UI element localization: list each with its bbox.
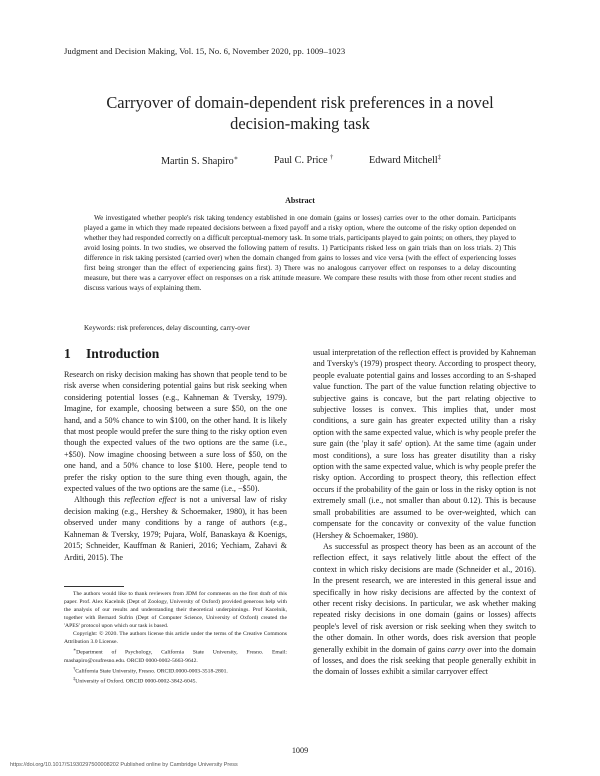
paragraph: Research on risky decision making has shown that people tend to be risk averse when considering potential gains but risk seeking when considering potential losses (e.g., Kahneman & Tversky, 1979). Imagine, for example, choosing between a sure $50, on the one hand, and a 50% chance to win $100, on the other hand. It is likely that most people would prefer the sure thing to the risky option even though the expected values of the two options are the same (i.e., +$50). Now imagine choosing between a sure loss of $50, on the one hand, and a 50% chance to lose $100. Here, people tend to prefer the risky option to the sure thing even though, again, the expected values of the two options are the same (i.e., −$50). [64,370,287,494]
right-column [313,347,536,678]
footnote-1: ∗Department of Psychology, California State University, Fresno. Email: mashapiro@csufresno.edu. ORCID 0000-0002-5663-9642. [64,647,287,664]
title-line-1: Carryover of domain-dependent risk preferences in a novel [106,93,494,112]
footnote-divider [64,586,124,587]
paragraph: Although this reflection effect is not a universal law of risky decision making (e.g., Hershey & Schoemaker, 1980), it has been observed under many conditions by a range of authors (e.g., Kahneman & Tversky, 1979; Pujara, Wolf, Banaskaya & Koenigs, 2015; Schneider, Kauffman & Ranieri, 2016; Yechiam, Zahavi & Arditi, 2015). The [64,495,287,562]
title-line-2: decision-making task [230,114,370,133]
footnote-2: †California State University, Fresno. ORCID.0000-0003-3518-2801. [73,665,228,675]
author-2: Paul C. Price † [274,154,334,166]
abstract-body: We investigated whether people's risk taking tendency established in one domain (gains or losses) carries over to the other domain. Participants played a game in which they made repeated decisions between a fixed payoff and a risky option, where the outcome of the risky option depended on whether they had responded correctly on a difficult perceptual-memory task. In some trials, participants played to gain points; on others, they played to avoid losing points. In two studies, we observed the following pattern of results. 1) Participants risked less on gain trials than on loss trials. 2) This difference in risk taking persisted (carried over) when the domain changed from gains to losses and vice versa (with the effect of experiencing losses first being stronger than the effect of experiencing gains first). 3) There was no analogous carryover effect on responses to a delay discounting measure, but there was a carryover effect on responses on a risk attitude measure. We compare these results with those from other recent studies and discuss various ways of explaining them. [84,214,516,293]
abstract-heading: Abstract [285,196,315,205]
doi-link[interactable]: https://doi.org/10.1017/S1930297500008202 Published online by Cambridge University Press [10,762,238,768]
author-1: Martin S. Shapiro∗ [161,155,239,167]
paragraph: As successful as prospect theory has been as an account of the reflection effect, it says relatively little about the effect of the context in which risky decisions are made (Schneider et al., 2016). In the present research, we are interested in this general issue and specifically in how risky decisions are affected by the context of other recent risky decisions. In particular, we ask whether making repeated risky decisions in one domain (gains or losses) affects people's level of risk aversion or risk seeking when they switch to the other domain. In other words, does risk aversion that people generally exhibit in the domain of gains carry over into the domain of losses, and does the risk seeking that people generally exhibit in the domain of losses exhibit a similar carryover effect [313,541,536,677]
author-3: Edward Mitchell‡ [369,154,441,166]
paragraph: usual interpretation of the reflection effect is provided by Kahneman and Tversky's (1979) prospect theory. According to prospect theory, people evaluate potential gains and losses according to an S-shaped value function. The part of the value function relating objective to subjective gains is concave, but the part relating objective to subjective losses is convex. This implies that, under most conditions, a sure gain has greater expected utility than a risky option with the same expected value, which is why people prefer the sure gain (the 'play it safe' option). At the same time (again under most conditions), a sure loss has greater disutility than a risky option with the same expected value, which is why people prefer the risky option. According to prospect theory, this reflection effect occurs if the probability of the gain or loss in the risky option is not extremely small (i.e., not smaller than about 0.12). This is because small probabilities are assumed to be over-weighted, which can compensate for the concavity or convexity of the value function (Hershey & Schoemaker, 1980). [313,348,536,540]
paper-title [60,92,540,134]
footnote-3: ‡University of Oxford. ORCID 0000-0002-3842-6045. [73,676,197,685]
copyright-note: Copyright: © 2020. The authors license this article under the terms of the Creative Commons Attribution 3.0 License. [64,631,287,646]
journal-citation: Judgment and Decision Making, Vol. 15, No. 6, November 2020, pp. 1009–1023 [64,46,346,56]
section-heading: 1 Introduction [64,346,160,361]
left-column [64,369,287,563]
page-number: 1009 [291,746,309,755]
keywords: Keywords: risk preferences, delay discounting, carry-over [84,324,250,332]
acknowledgement: The authors would like to thank reviewers from JDM for comments on the first draft of this paper. Prof. Alex Kacelnik (Dept of Zoology, University of Oxford) provided generous help with the analysis of our results and understanding their theoretical underpinnings. Prof Kacelnik, together with Bernard Sufrin (Dept of Computer Science, University of Oxford) created the 'APES' protocol upon which our task is based. [64,591,287,630]
footnotes [64,590,287,686]
